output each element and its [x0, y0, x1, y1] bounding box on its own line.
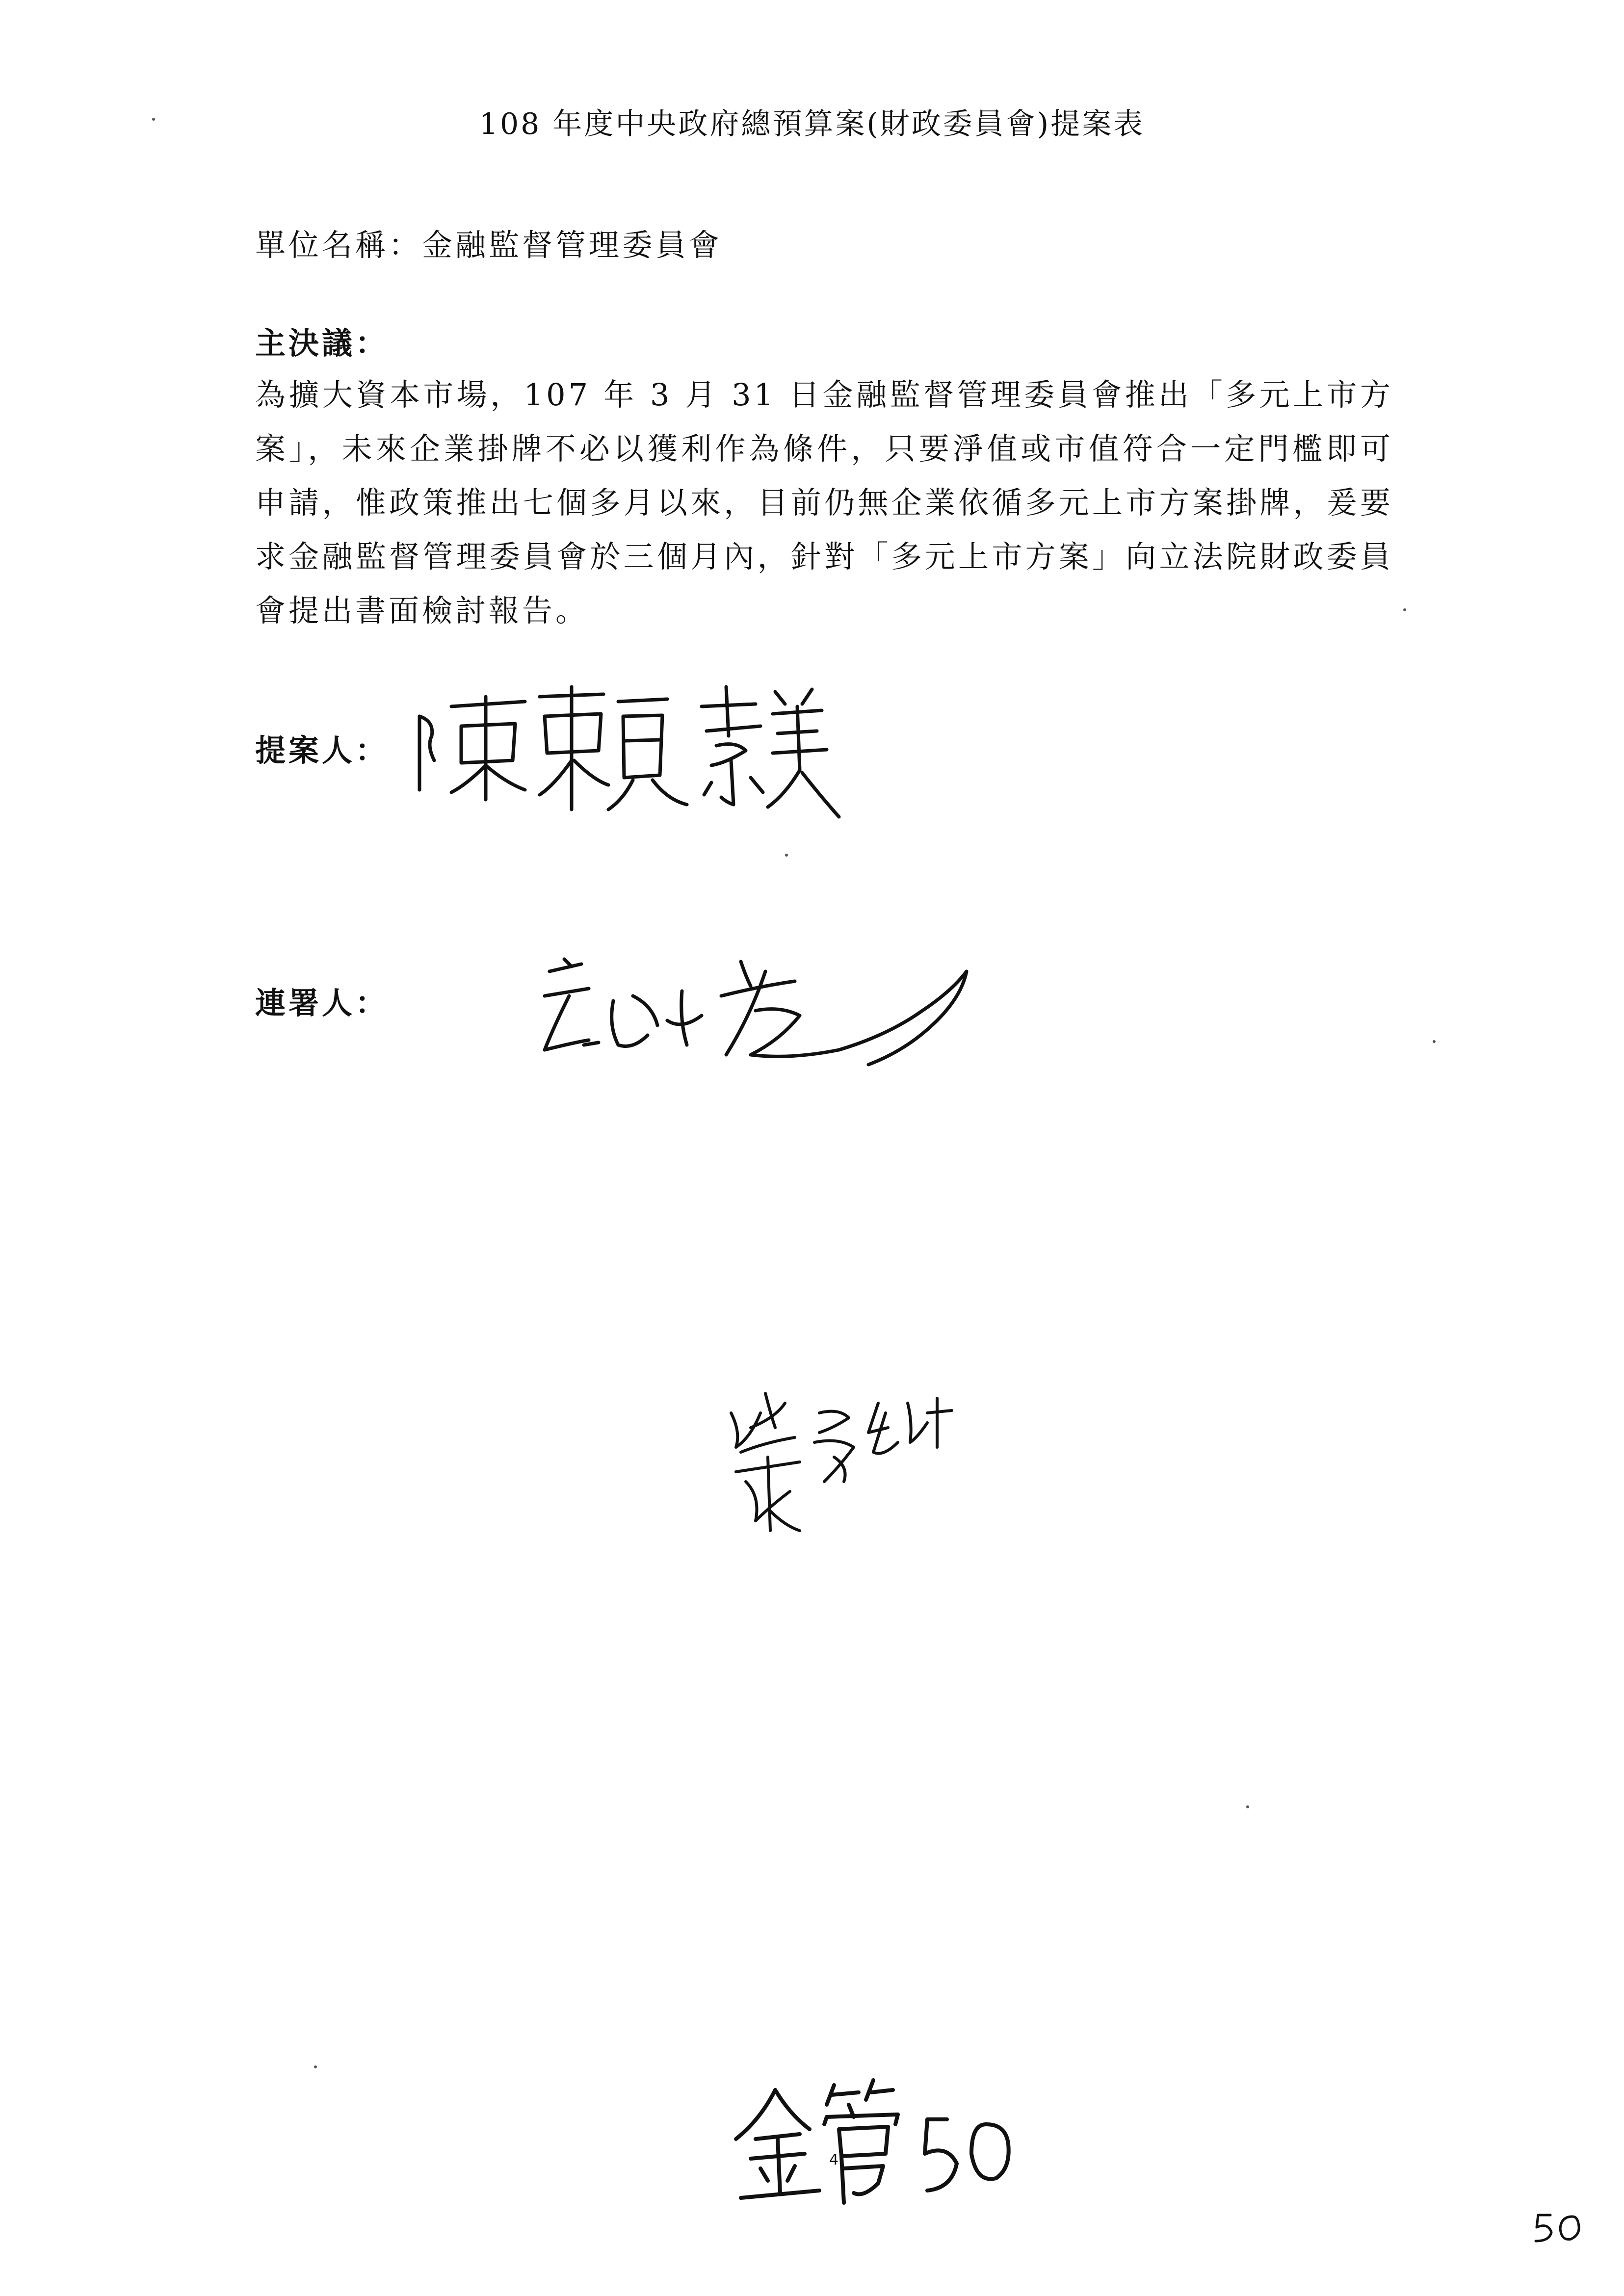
cosigner-signature-2	[721, 1383, 976, 1540]
scan-speck	[1433, 1040, 1436, 1043]
scan-speck	[152, 118, 155, 121]
page-number: 4	[829, 2151, 839, 2168]
scan-speck	[1246, 1805, 1249, 1808]
unit-name: 單位名稱：金融監督管理委員會	[255, 227, 723, 263]
scan-speck	[785, 854, 788, 857]
scan-speck	[314, 2065, 317, 2068]
document-title: 108 年度中央政府總預算案(財政委員會)提案表	[479, 107, 1145, 141]
proposer-signature	[412, 677, 844, 824]
scan-speck	[1403, 608, 1406, 611]
page-mark	[1531, 2208, 1585, 2247]
proposer-label: 提案人：	[255, 732, 389, 768]
cosigner-label: 連署人：	[255, 985, 389, 1021]
cosigner-signature-1	[535, 942, 1001, 1089]
bottom-handwritten-note	[731, 2070, 1025, 2218]
resolution-body: 為擴大資本市場，107 年 3 月 31 日金融監督管理委員會推出「多元上市方案」，未來企業掛牌不必以獲利作為條件，只要淨值或市值符合一定門檻即可申請，惟政策推出七個多月以來，目前仍無企業依循多元上市方案掛牌，爰要求金融監督管理委員會於三個月內，針對「多元上市方案」向立法院財政委員會提出書面檢討報告。	[255, 377, 1393, 628]
resolution-heading: 主決議：	[255, 325, 389, 361]
